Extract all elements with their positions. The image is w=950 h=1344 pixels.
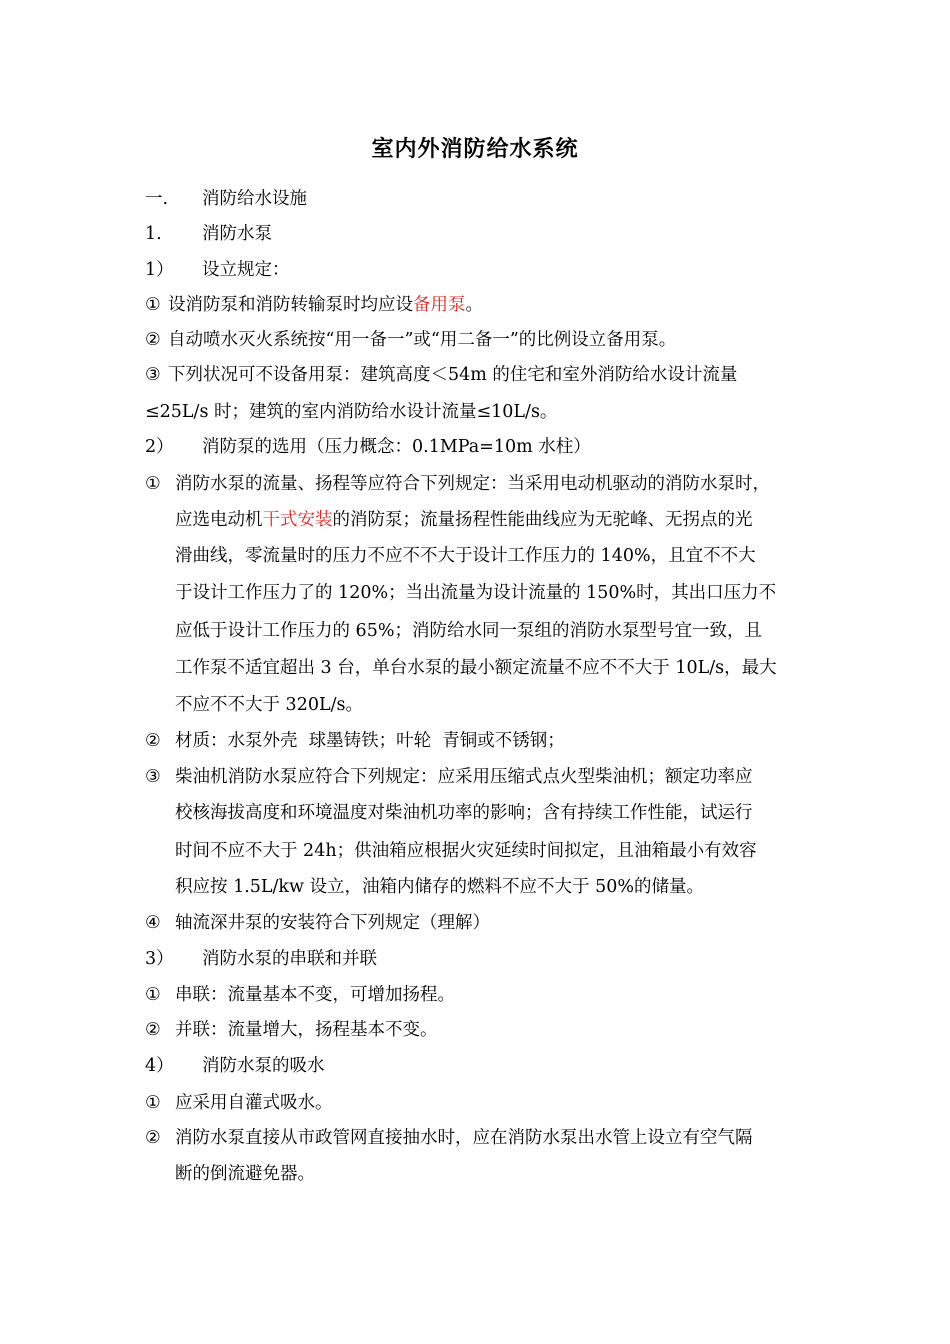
item-marker: ③ — [145, 365, 161, 385]
item-text-tail: 。 — [465, 295, 483, 315]
section-1-item-3 — [145, 364, 737, 386]
item-marker: ① — [145, 1093, 161, 1113]
section-4-item-2 — [145, 1127, 753, 1149]
section-2-item-1-line-2 — [175, 509, 753, 531]
section-3-item-1 — [145, 984, 455, 1006]
section-3-heading — [145, 948, 377, 970]
section-2-text: 消防泵的选用（压力概念：0.1MPa=10m 水柱） — [202, 437, 591, 457]
item-text: 设消防泵和消防转输泵时均应设 — [168, 295, 413, 315]
section-1-heading — [145, 259, 290, 281]
section-2-item-1 — [145, 473, 770, 495]
section-1-item-2 — [145, 329, 676, 351]
section-1-number: 1） — [145, 260, 174, 280]
heading-2-number: 1. — [145, 224, 162, 244]
section-4-item-2-line-2: 断的倒流避免器。 — [175, 1164, 315, 1184]
section-4-heading — [145, 1055, 325, 1077]
section-2-item-4 — [145, 912, 490, 934]
heading-2 — [145, 223, 272, 245]
document-title: 室内外消防给水系统 — [371, 137, 579, 162]
section-1-item-3-line-2: ≤25L/s 时；建筑的室内消防给水设计流量≤10L/s。 — [145, 402, 558, 422]
section-2-item-2 — [145, 730, 565, 752]
section-2-item-3-line-2: 校核海拔高度和环境温度对柴油机功率的影响；含有持续工作性能，试运行 — [175, 803, 753, 823]
section-2-item-3 — [145, 766, 753, 788]
heading-1-text: 消防给水设施 — [202, 189, 307, 209]
item-text: 的消防泵；流量扬程性能曲线应为无驼峰、无拐点的光 — [332, 510, 753, 530]
item-marker: ① — [145, 985, 161, 1005]
item-text: 自动喷水灭火系统按“用一备一”或“用二备一”的比例设立备用泵。 — [168, 330, 677, 350]
heading-2-text: 消防水泵 — [202, 224, 272, 244]
item-text: 轴流深井泵的安装符合下列规定（理解） — [175, 913, 490, 933]
item-text: 并联：流量增大，扬程基本不变。 — [175, 1020, 438, 1040]
item-text: 柴油机消防水泵应符合下列规定：应采用压缩式点火型柴油机；额定功率应 — [175, 767, 753, 787]
highlighted-text: 备用泵 — [413, 295, 466, 315]
item-marker: ④ — [145, 913, 161, 933]
section-2-item-3-line-4: 积应按 1.5L/kw 设立，油箱内储存的燃料不应不大于 50%的储量。 — [175, 877, 705, 897]
section-2-heading — [145, 436, 591, 458]
heading-1-number: 一. — [145, 189, 169, 209]
item-marker: ③ — [145, 767, 161, 787]
item-marker: ② — [145, 1128, 161, 1148]
highlighted-text: 干式安装 — [262, 510, 333, 530]
item-text: 消防水泵直接从市政管网直接抽水时，应在消防水泵出水管上设立有空气隔 — [175, 1128, 753, 1148]
item-text: 应采用自灌式吸水。 — [175, 1093, 333, 1113]
section-2-item-1-line-4: 于设计工作压力了的 120%；当出流量为设计流量的 150%时，其出口压力不 — [175, 583, 777, 603]
item-text: 串联：流量基本不变，可增加扬程。 — [175, 985, 455, 1005]
section-3-text: 消防水泵的串联和并联 — [202, 949, 377, 969]
item-marker: ① — [145, 295, 161, 315]
section-2-item-1-line-7: 不应不不大于 320L/s。 — [175, 695, 363, 715]
item-text: 消防水泵的流量、扬程等应符合下列规定：当采用电动机驱动的消防水泵时， — [175, 474, 770, 494]
item-text: 应选电动机 — [175, 510, 263, 530]
section-1-text: 设立规定： — [202, 260, 290, 280]
section-3-item-2 — [145, 1019, 438, 1041]
item-marker: ② — [145, 330, 161, 350]
item-marker: ① — [145, 474, 161, 494]
section-4-number: 4） — [145, 1056, 174, 1076]
item-marker: ② — [145, 1020, 161, 1040]
section-2-item-1-line-3: 滑曲线，零流量时的压力不应不不大于设计工作压力的 140%，且宜不不大 — [175, 546, 756, 566]
section-2-item-1-line-5: 应低于设计工作压力的 65%；消防给水同一泵组的消防水泵型号宜一致，且 — [175, 621, 762, 641]
item-text: 下列状况可不设备用泵：建筑高度＜54m 的住宅和室外消防给水设计流量 — [168, 365, 738, 385]
section-2-item-1-line-6: 工作泵不适宜超出 3 台，单台水泵的最小额定流量不应不不大于 10L/s，最大 — [175, 658, 777, 678]
section-1-item-1 — [145, 294, 483, 316]
section-3-number: 3） — [145, 949, 174, 969]
heading-1 — [145, 188, 307, 210]
item-marker: ② — [145, 731, 161, 751]
item-text: 材质：水泵外壳 球墨铸铁；叶轮 青铜或不锈钢； — [175, 731, 565, 751]
section-2-item-3-line-3: 时间不应不大于 24h；供油箱应根据火灾延续时间拟定，且油箱最小有效容 — [175, 841, 757, 861]
section-4-item-1 — [145, 1092, 333, 1114]
section-4-text: 消防水泵的吸水 — [202, 1056, 325, 1076]
section-2-number: 2） — [145, 437, 174, 457]
